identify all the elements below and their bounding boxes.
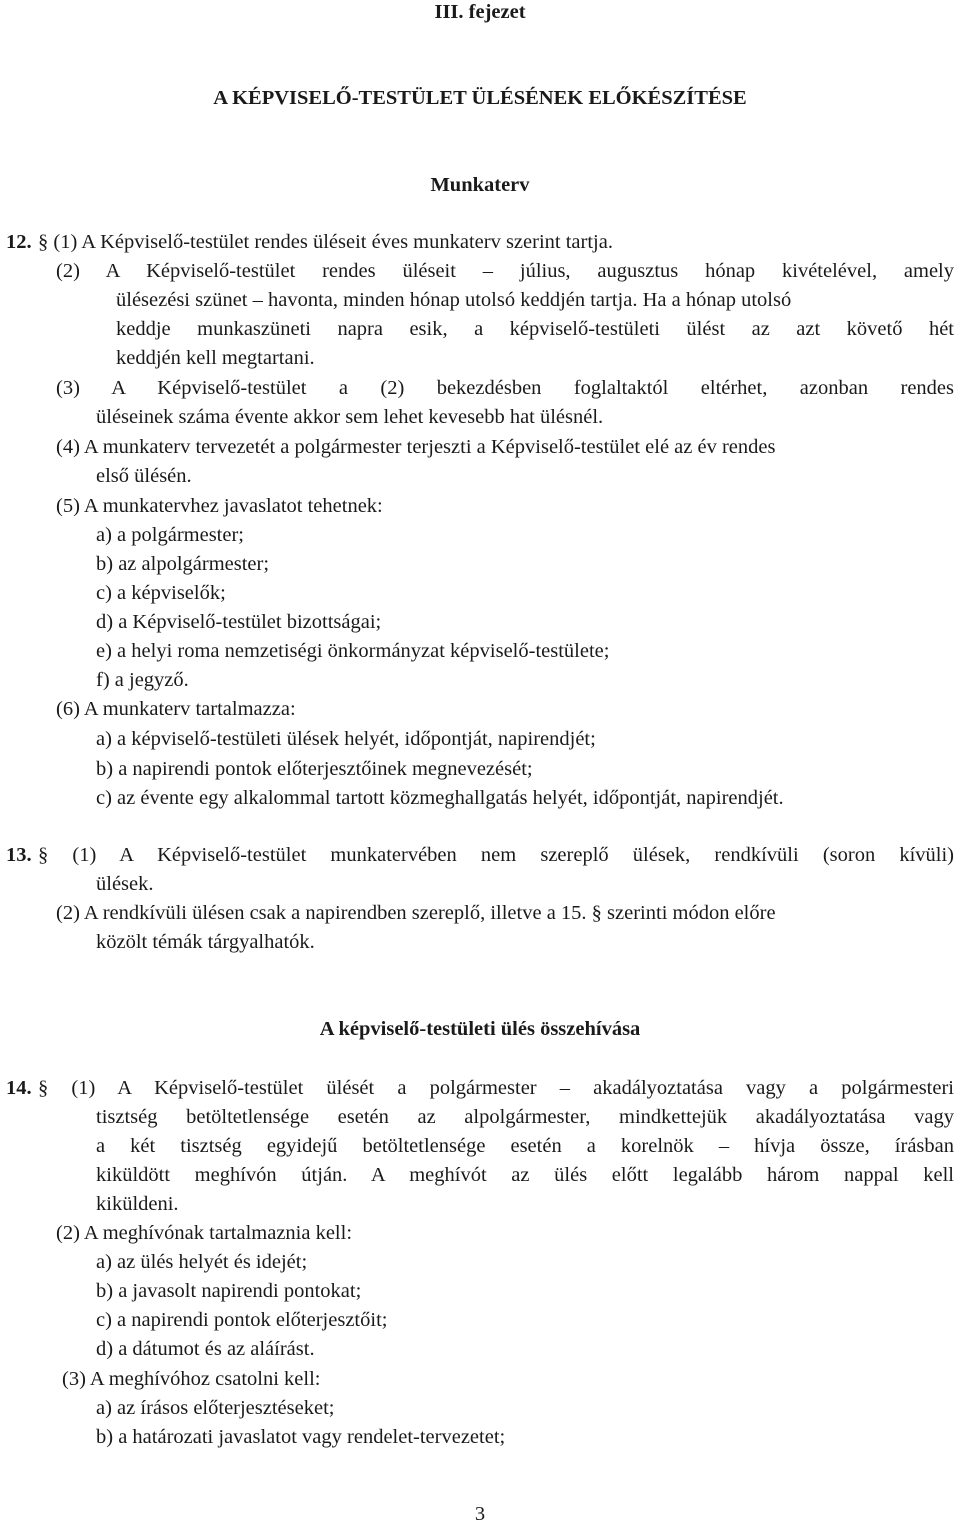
s14-line-5: kiküldeni.	[96, 1193, 179, 1215]
paragraph-number-14: 14.	[6, 1077, 32, 1099]
s12-line-7: üléseinek száma évente akkor sem lehet kevesebb hat ülésnél.	[96, 406, 604, 428]
s12-p6-intro: (6) A munkaterv tartalmazza:	[56, 698, 296, 720]
list-item: c) a képviselők;	[96, 582, 226, 604]
paragraph-number-12: 12.	[6, 231, 32, 253]
s12-line-8: (4) A munkaterv tervezetét a polgármester terjeszti a Képviselő-testület elé az év rendes	[56, 436, 776, 458]
s13-line-3: (2) A rendkívüli ülésen csak a napirendben szereplő, illetve a 15. § szerinti módon előre	[56, 902, 776, 924]
list-item: a) a képviselő-testületi ülések helyét, időpontját, napirendjét;	[96, 728, 596, 750]
list-item: b) a határozati javaslatot vagy rendelet-tervezetet;	[96, 1426, 506, 1448]
list-item: a) az írásos előterjesztéseket;	[96, 1397, 335, 1419]
s14-line-1: § (1) A Képviselő-testület ülését a polgármester – akadályoztatása vagy a polgármesteri	[38, 1077, 954, 1099]
s14-p2-intro: (2) A meghívónak tartalmaznia kell:	[56, 1222, 353, 1244]
list-item: d) a dátumot és az aláírást.	[96, 1338, 315, 1360]
s12-line-4: keddje munkaszüneti napra esik, a képviselő-testületi ülést az azt követő hét	[116, 318, 954, 340]
list-item: e) a helyi roma nemzetiségi önkormányzat képviselő-testülete;	[96, 640, 610, 662]
section-heading-munkaterv: Munkaterv	[430, 174, 530, 196]
s12-line-3: ülésezési szünet – havonta, minden hónap utolsó keddjén tartja. Ha a hónap utolsó	[116, 289, 792, 311]
list-item: b) a javasolt napirendi pontokat;	[96, 1280, 362, 1302]
list-item: c) a napirendi pontok előterjesztőit;	[96, 1309, 388, 1331]
list-item: a) az ülés helyét és idejét;	[96, 1251, 308, 1273]
s13-line-2: ülések.	[96, 873, 154, 895]
s12-line-1: § (1) A Képviselő-testület rendes üléseit éves munkaterv szerint tartja.	[38, 231, 613, 253]
list-item: d) a Képviselő-testület bizottságai;	[96, 611, 382, 633]
s12-p5-intro: (5) A munkatervhez javaslatot tehetnek:	[56, 495, 383, 517]
page-number: 3	[474, 1503, 486, 1525]
section-heading-osszehivas: A képviselő-testületi ülés összehívása	[319, 1018, 641, 1040]
s12-line-6: (3) A Képviselő-testület a (2) bekezdésben foglaltaktól eltérhet, azonban rendes	[56, 377, 954, 399]
part-title: A KÉPVISELŐ-TESTÜLET ÜLÉSÉNEK ELŐKÉSZÍTÉSE	[213, 87, 747, 109]
s14-line-3: a két tisztség egyidejű betöltetlensége esetén a korelnök – hívja össze, írásban	[96, 1135, 954, 1157]
s13-line-4: közölt témák tárgyalhatók.	[96, 931, 315, 953]
list-item: b) a napirendi pontok előterjesztőinek megnevezését;	[96, 758, 533, 780]
list-item: a) a polgármester;	[96, 524, 244, 546]
list-item: b) az alpolgármester;	[96, 553, 270, 575]
chapter-title: III. fejezet	[434, 1, 526, 23]
s12-line-2: (2) A Képviselő-testület rendes üléseit – július, augusztus hónap kivételével, amely	[56, 260, 954, 282]
list-item: f) a jegyző.	[96, 669, 189, 691]
paragraph-number-13: 13.	[6, 844, 32, 866]
s14-line-2: tisztség betöltetlensége esetén az alpolgármester, mindkettejük akadályoztatása vagy	[96, 1106, 954, 1128]
s14-line-4: kiküldött meghívón útján. A meghívót az ülés előtt legalább három nappal kell	[96, 1164, 954, 1186]
s12-line-5: keddjén kell megtartani.	[116, 347, 315, 369]
s13-line-1: § (1) A Képviselő-testület munkatervében nem szereplő ülések, rendkívüli (soron kívüli)	[38, 844, 954, 866]
list-item: c) az évente egy alkalommal tartott közmeghallgatás helyét, időpontját, napirendjét.	[96, 787, 784, 809]
s14-p3-intro: (3) A meghívóhoz csatolni kell:	[62, 1368, 321, 1390]
s12-line-9: első ülésén.	[96, 465, 192, 487]
